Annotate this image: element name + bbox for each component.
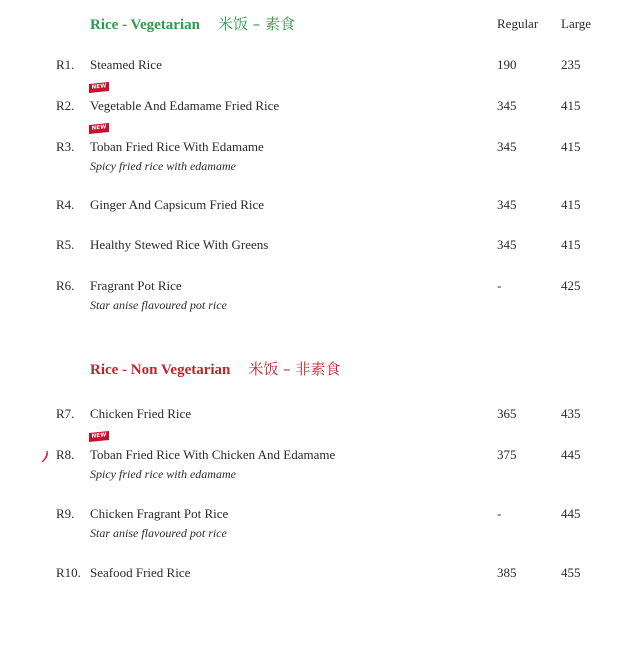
item-name: Chicken Fried Rice [90, 406, 192, 421]
item-name: Fragrant Pot Rice [90, 278, 182, 293]
column-header-large: Large [561, 16, 592, 31]
menu-item [0, 139, 637, 159]
item-code: R9. [56, 506, 75, 521]
item-price-large: 235 [561, 57, 581, 72]
section-title-cn: 米饭 – 素食 [217, 15, 296, 33]
item-price-large: 415 [561, 237, 581, 252]
item-price-regular: 345 [497, 139, 517, 154]
item-price-large: 425 [561, 278, 581, 293]
item-price-regular: - [497, 278, 502, 293]
item-price-large: 455 [561, 565, 581, 580]
new-badge: NEW [89, 431, 109, 442]
menu-item [0, 197, 637, 217]
item-description: Star anise flavoured pot rice [90, 526, 227, 540]
item-code: R4. [56, 197, 75, 212]
menu-item [0, 57, 637, 77]
item-name: Seafood Fried Rice [90, 565, 191, 580]
section-title-cn: 米饭 – 非素食 [248, 360, 341, 378]
item-price-regular: - [497, 506, 502, 521]
item-name: Toban Fried Rice With Chicken And Edamame [90, 447, 336, 462]
menu-item [0, 237, 637, 257]
item-price-regular: 345 [497, 197, 517, 212]
item-code: R10. [56, 565, 81, 580]
item-code: R5. [56, 237, 75, 252]
section-title-en: Rice - Non Vegetarian [90, 362, 231, 378]
new-badge: NEW [89, 123, 109, 134]
item-price-regular: 345 [497, 237, 517, 252]
item-code: R8. [56, 447, 75, 462]
menu-item [0, 98, 637, 118]
item-price-large: 415 [561, 197, 581, 212]
item-description: Spicy fried rice with edamame [90, 159, 236, 173]
menu-item [0, 406, 637, 426]
item-name: Chicken Fragrant Pot Rice [90, 506, 229, 521]
item-name: Healthy Stewed Rice With Greens [90, 237, 269, 252]
item-description: Star anise flavoured pot rice [90, 298, 227, 312]
item-code: R7. [56, 406, 75, 421]
section-title-vegetarian [90, 13, 295, 34]
item-price-regular: 385 [497, 565, 517, 580]
item-price-regular: 375 [497, 447, 517, 462]
item-price-large: 415 [561, 98, 581, 113]
item-name: Vegetable And Edamame Fried Rice [90, 98, 280, 113]
section-title-non-vegetarian [90, 358, 340, 379]
item-name: Ginger And Capsicum Fried Rice [90, 197, 265, 212]
section-title-en: Rice - Vegetarian [90, 17, 200, 33]
item-name: Steamed Rice [90, 57, 162, 72]
item-name: Toban Fried Rice With Edamame [90, 139, 264, 154]
new-badge: NEW [89, 82, 109, 93]
menu-item [0, 565, 637, 585]
item-price-regular: 345 [497, 98, 517, 113]
menu-item [0, 506, 637, 526]
item-code: R6. [56, 278, 75, 293]
menu-item [0, 278, 637, 298]
item-price-large: 445 [561, 447, 581, 462]
item-code: R1. [56, 57, 75, 72]
column-header-regular: Regular [497, 16, 539, 31]
menu-item [0, 447, 637, 467]
item-code: R2. [56, 98, 75, 113]
item-description: Spicy fried rice with edamame [90, 467, 236, 481]
item-price-regular: 365 [497, 406, 517, 421]
item-price-large: 415 [561, 139, 581, 154]
item-price-large: 445 [561, 506, 581, 521]
item-price-regular: 190 [497, 57, 517, 72]
item-price-large: 435 [561, 406, 581, 421]
item-code: R3. [56, 139, 75, 154]
